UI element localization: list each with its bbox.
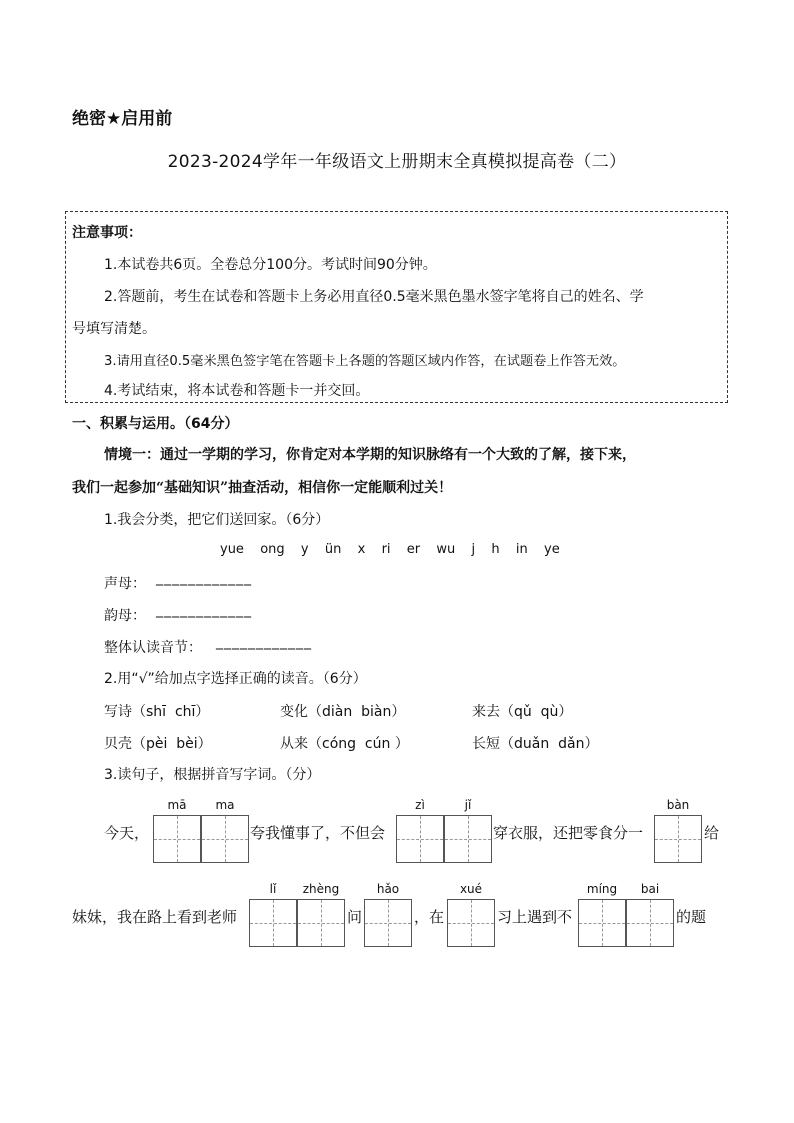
scene-text-line-2: 我们一起参加“基础知识”抽查活动，相信你一定能顺利过关！ — [72, 480, 453, 496]
pinyin-xue: xué — [459, 882, 483, 896]
question-3-prompt: 3.读句子，根据拼音写字词。（分） — [104, 767, 321, 783]
writing-box-xue[interactable] — [447, 899, 495, 947]
writing-box-zheng[interactable] — [297, 899, 345, 947]
pinyin-ma1: mā — [167, 798, 187, 812]
shengmu-answer-line[interactable]: ____________ — [156, 570, 252, 586]
choice-conglai[interactable]: 从来（cóng cún ） — [280, 736, 409, 752]
notice-item-2: 2.答题前，考生在试卷和答题卡上务必用直径0.5毫米黑色墨水签字笔将自己的姓名、学 — [104, 289, 644, 305]
choice-bianhua[interactable]: 变化（diàn biàn） — [280, 704, 406, 720]
notice-box — [65, 211, 728, 403]
writing-box-ma1[interactable] — [153, 815, 201, 863]
pinyin-ji: jǐ — [464, 798, 472, 812]
sentence-2-part-2: 问 — [347, 908, 363, 926]
exam-title: 2023-2024学年一年级语文上册期末全真模拟提高卷（二） — [167, 152, 627, 172]
section-1-heading: 一、积累与运用。（64分） — [72, 416, 239, 432]
yunmu-label: 韵母： — [104, 608, 146, 624]
sentence-1-part-2: 夸我懂事了，不但会 — [250, 824, 386, 842]
pinyin-zi: zì — [415, 798, 425, 812]
pinyin-ma2: ma — [215, 798, 235, 812]
sentence-2-part-3: ，在 — [414, 908, 445, 926]
sentence-1-part-4: 给 — [704, 824, 720, 842]
pinyin-bai: bai — [640, 882, 660, 896]
choice-laiqu[interactable]: 来去（qǔ qù） — [472, 704, 573, 720]
sentence-1-part-1: 今天， — [104, 824, 150, 842]
writing-box-li[interactable] — [249, 899, 297, 947]
scene-text-line-1: 情境一：通过一学期的学习，你肯定对本学期的知识脉络有一个大致的了解，接下来， — [104, 447, 636, 463]
writing-box-ji[interactable] — [444, 815, 492, 863]
notice-item-2-cont: 号填写清楚。 — [72, 321, 156, 337]
notice-heading: 注意事项： — [72, 225, 142, 241]
confidential-label: 绝密★启用前 — [72, 109, 173, 129]
choice-xieshi[interactable]: 写诗（shī chī） — [104, 704, 210, 720]
writing-box-ma2[interactable] — [201, 815, 249, 863]
zhengti-label: 整体认读音节： — [104, 640, 202, 656]
notice-item-1: 1.本试卷共6页。全卷总分100分。考试时间90分钟。 — [104, 257, 437, 273]
writing-box-ming[interactable] — [578, 899, 626, 947]
notice-item-3: 3.请用直径0.5毫米黑色签字笔在答题卡上各题的答题区域内作答，在试题卷上作答无效。 — [104, 354, 626, 369]
notice-item-4: 4.考试结束，将本试卷和答题卡一并交回。 — [104, 383, 370, 399]
yunmu-answer-line[interactable]: ____________ — [156, 602, 252, 618]
sentence-1-part-3: 穿衣服，还把零食分一 — [493, 824, 644, 842]
shengmu-label: 声母： — [104, 576, 146, 592]
pinyin-hao: hǎo — [376, 882, 400, 896]
sentence-2-part-5: 的题 — [676, 908, 707, 926]
pinyin-ban: bàn — [666, 798, 690, 812]
writing-box-zi[interactable] — [396, 815, 444, 863]
writing-box-bai[interactable] — [626, 899, 674, 947]
pinyin-li: lǐ — [269, 882, 277, 896]
question-1-prompt: 1.我会分类，把它们送回家。（6分） — [104, 512, 330, 528]
zhengti-answer-line[interactable]: ____________ — [216, 634, 312, 650]
choice-beike[interactable]: 贝壳（pèi bèi） — [104, 736, 212, 752]
sentence-2-part-4: 习上遇到不 — [497, 908, 573, 926]
pinyin-list: yue ong y ün x ri er wu j h in ye — [220, 542, 560, 557]
pinyin-ming: míng — [586, 882, 618, 896]
writing-box-ban[interactable] — [654, 815, 702, 863]
question-2-prompt: 2.用“√”给加点字选择正确的读音。（6分） — [104, 671, 367, 687]
pinyin-zheng: zhèng — [302, 882, 340, 896]
choice-changduan[interactable]: 长短（duǎn dǎn） — [472, 736, 599, 752]
sentence-2-part-1: 妹妹，我在路上看到老师 — [72, 908, 238, 926]
writing-box-hao[interactable] — [364, 899, 412, 947]
